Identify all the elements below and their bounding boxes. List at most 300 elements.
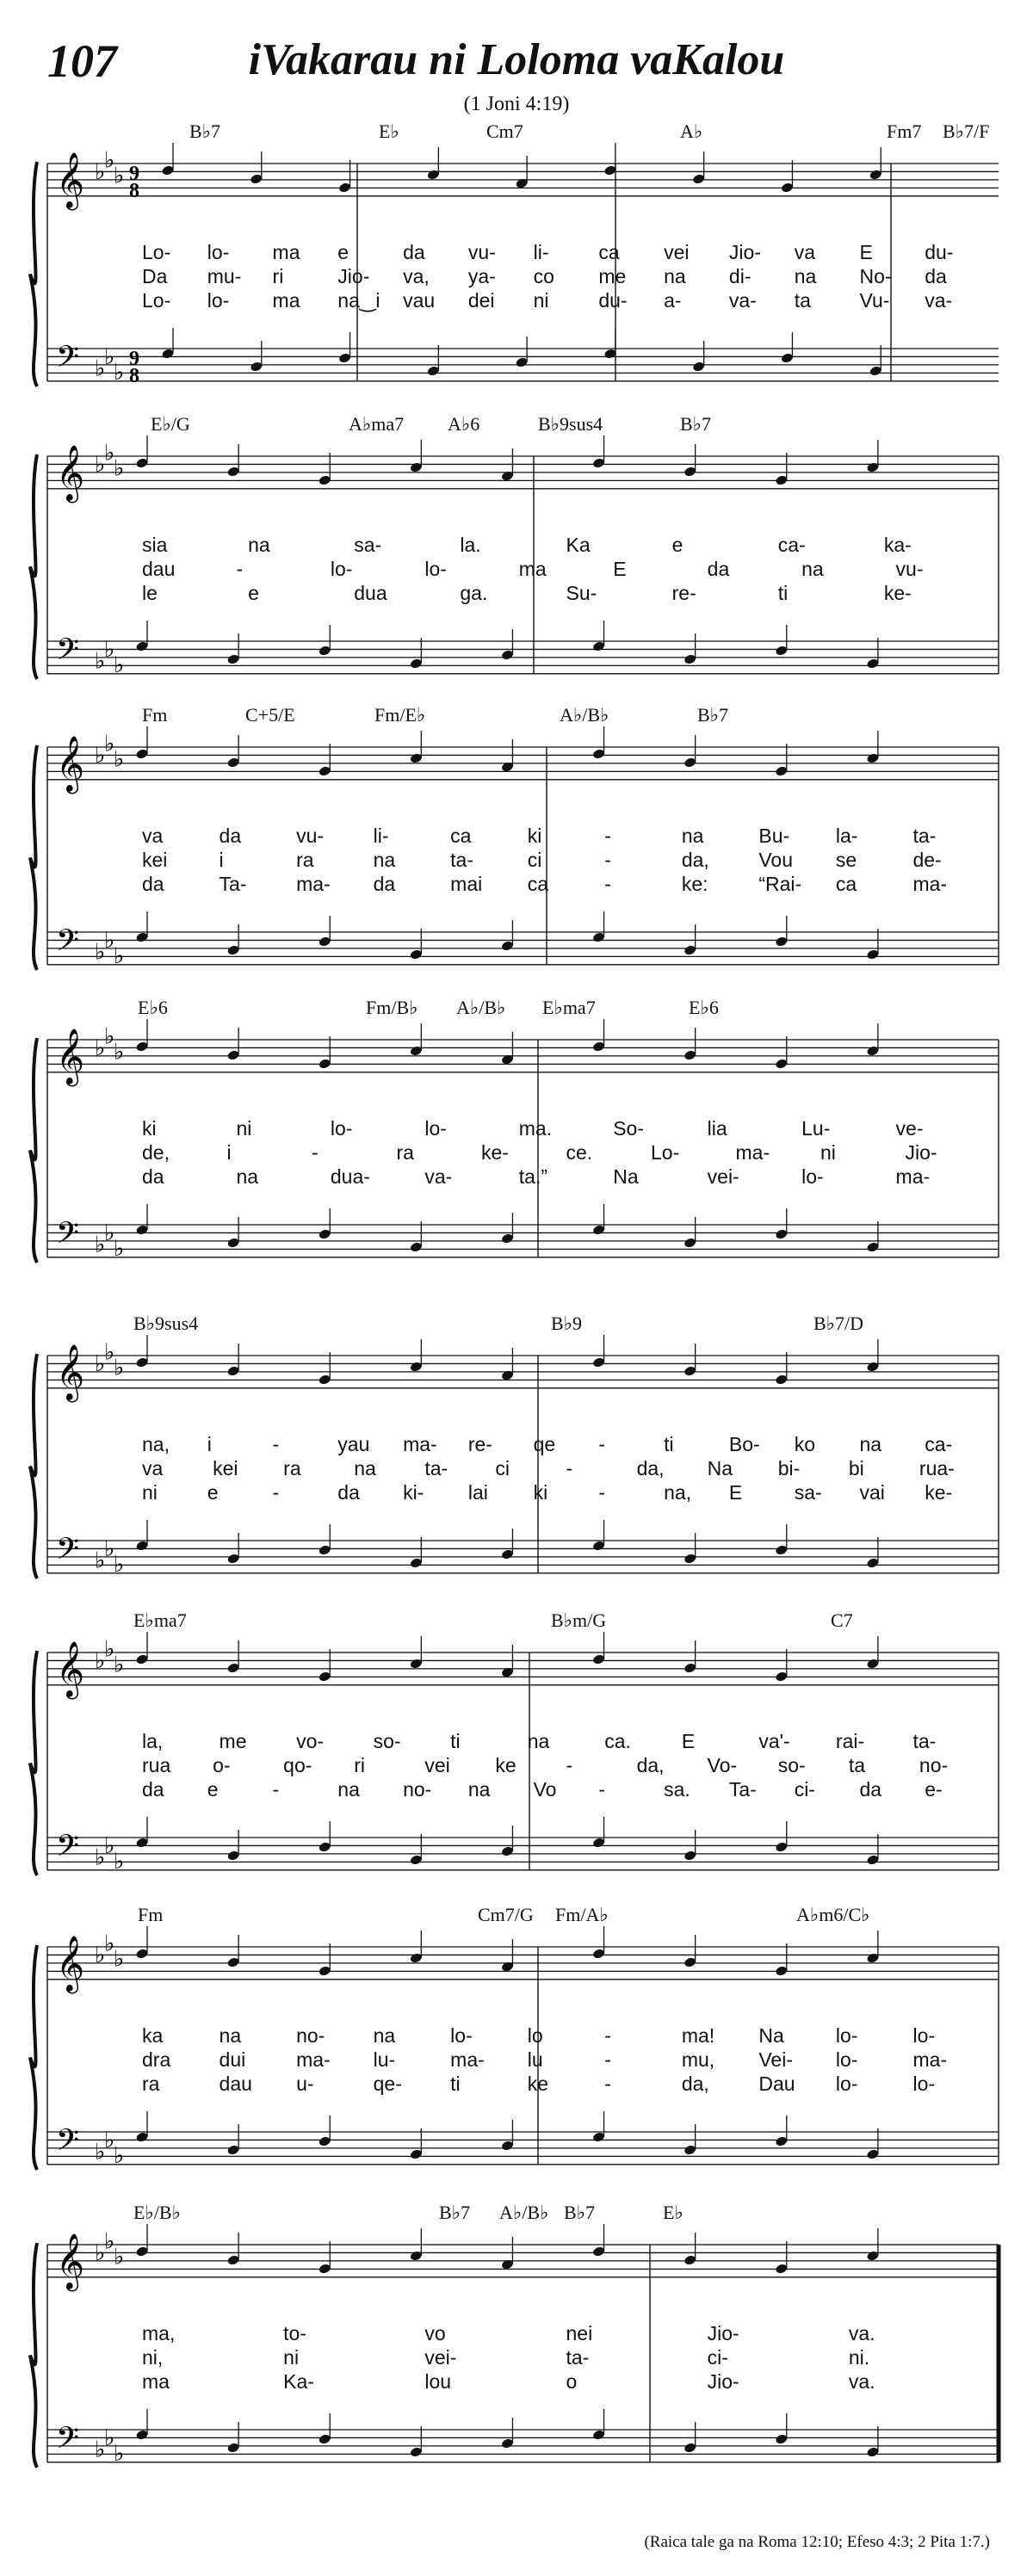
flat-icon: ♭ bbox=[114, 1039, 125, 1066]
flat-icon: ♭ bbox=[95, 1351, 106, 1377]
lyric-syllable-verse-2: dui bbox=[219, 2048, 246, 2071]
lyric-syllable-verse-3: vau bbox=[403, 289, 436, 312]
lyric-syllable-verse-2: - bbox=[566, 1754, 573, 1776]
chord-symbol: B♭9sus4 bbox=[133, 1313, 199, 1334]
flat-icon: ♭ bbox=[95, 743, 106, 769]
lyric-syllable-verse-3: ni bbox=[142, 1481, 158, 1504]
lyric-syllable-verse-3: da bbox=[373, 873, 396, 895]
treble-clef-icon: 𝄞 bbox=[56, 1029, 85, 1084]
lyric-syllable-verse-1: to- bbox=[283, 2322, 306, 2344]
lyric-syllable-verse-1: vu- bbox=[296, 825, 325, 847]
lyric-syllable-verse-3: re- bbox=[671, 582, 696, 604]
lyric-syllable-verse-2: qo- bbox=[283, 1754, 312, 1776]
flat-icon: ♭ bbox=[95, 159, 106, 185]
lyric-syllable-verse-1: ka- bbox=[883, 534, 912, 556]
flat-icon: ♭ bbox=[95, 1547, 106, 1574]
flat-icon: ♭ bbox=[114, 1946, 125, 1973]
lyric-syllable-verse-1: da bbox=[403, 241, 425, 263]
lyric-syllable-verse-1: sa- bbox=[354, 534, 382, 556]
lyric-syllable-verse-1: lo- bbox=[912, 2024, 936, 2047]
lyric-syllable-verse-3: a- bbox=[664, 289, 682, 312]
bass-clef-icon: 𝄢 bbox=[56, 339, 80, 381]
lyric-syllable-verse-2: lu bbox=[527, 2048, 543, 2071]
lyric-syllable-verse-1: na bbox=[527, 1730, 550, 1752]
chord-symbol: C7 bbox=[831, 1609, 853, 1631]
treble-clef-icon: 𝄞 bbox=[56, 1641, 85, 1697]
lyric-syllable-verse-2: ke bbox=[495, 1754, 516, 1776]
lyric-syllable-verse-2: ni, bbox=[142, 2346, 164, 2369]
lyric-syllable-verse-1: ni bbox=[236, 1117, 252, 1140]
chord-symbol: B♭9sus4 bbox=[538, 413, 603, 435]
lyric-syllable-verse-1: - bbox=[604, 825, 611, 847]
system-brace bbox=[30, 1354, 37, 1578]
lyric-syllable-verse-3: ma- bbox=[296, 873, 331, 895]
lyric-syllable-verse-1: ma, bbox=[142, 2322, 176, 2344]
lyric-syllable-verse-1: E bbox=[859, 241, 873, 263]
lyric-syllable-verse-1: la, bbox=[142, 1730, 164, 1752]
lyric-syllable-verse-3: ca bbox=[835, 873, 857, 895]
flat-icon: ♭ bbox=[114, 1236, 125, 1262]
lyric-syllable-verse-3: ma- bbox=[912, 873, 948, 895]
lyric-syllable-verse-2: ta- bbox=[566, 2346, 590, 2369]
bass-clef-icon: 𝄢 bbox=[56, 1531, 80, 1573]
lyric-syllable-verse-2: Lo- bbox=[651, 1141, 680, 1164]
lyric-syllable-verse-2: ci bbox=[495, 1457, 510, 1480]
flat-icon: ♭ bbox=[95, 1232, 106, 1258]
chord-symbol: A♭/B♭ bbox=[456, 997, 506, 1018]
lyric-syllable-verse-1: So- bbox=[613, 1117, 645, 1140]
lyric-syllable-verse-2: da bbox=[925, 265, 947, 287]
flat-icon: ♭ bbox=[114, 1849, 125, 1875]
lyric-syllable-verse-3: e bbox=[207, 1778, 219, 1801]
lyric-syllable-verse-1: na bbox=[373, 2024, 396, 2047]
flat-icon: ♭ bbox=[104, 2425, 115, 2451]
lyric-syllable-verse-1: ca bbox=[598, 241, 620, 263]
lyric-syllable-verse-2: da, bbox=[681, 849, 709, 871]
system-7 bbox=[47, 1904, 999, 2188]
chord-symbol: Fm bbox=[138, 1904, 164, 1925]
lyric-syllable-verse-2: vei bbox=[424, 1754, 450, 1776]
lyric-syllable-verse-1: ki bbox=[142, 1117, 157, 1140]
lyric-syllable-verse-3: Ta- bbox=[219, 873, 247, 895]
lyric-syllable-verse-2: ta- bbox=[424, 1457, 448, 1480]
chord-symbol: A♭ bbox=[680, 120, 703, 142]
lyric-syllable-verse-3: mai bbox=[450, 873, 483, 895]
lyric-syllable-verse-2: Vo- bbox=[707, 1754, 738, 1776]
lyric-syllable-verse-3: E bbox=[728, 1481, 743, 1504]
lyric-syllable-verse-2: ke- bbox=[481, 1141, 509, 1164]
lyric-syllable-verse-3: Su- bbox=[566, 582, 597, 604]
flat-icon: ♭ bbox=[114, 1355, 125, 1381]
lyric-syllable-verse-2: lo- bbox=[835, 2048, 858, 2071]
lyric-syllable-verse-2: ya- bbox=[467, 265, 496, 287]
lyric-syllable-verse-3: dua bbox=[354, 582, 387, 604]
lyric-syllable-verse-1: lia bbox=[707, 1117, 727, 1140]
lyric-syllable-verse-1: ma! bbox=[681, 2024, 715, 2047]
lyric-syllable-verse-2: o- bbox=[213, 1754, 231, 1776]
lyric-syllable-verse-1: lo bbox=[527, 2024, 543, 2047]
lyric-syllable-verse-1: vo- bbox=[296, 1730, 325, 1752]
lyric-syllable-verse-2: rua bbox=[142, 1754, 171, 1776]
lyric-syllable-verse-2: co bbox=[533, 265, 554, 287]
bass-clef-icon: 𝄢 bbox=[56, 1828, 80, 1870]
scripture-reference: (1 Joni 4:19) bbox=[463, 93, 570, 115]
lyric-syllable-verse-3: - bbox=[598, 1481, 606, 1504]
lyric-syllable-verse-1: yau bbox=[337, 1433, 370, 1455]
lyric-syllable-verse-1: ma bbox=[272, 241, 300, 263]
lyric-syllable-verse-3: - bbox=[604, 2073, 611, 2095]
chord-symbol: A♭/B♭ bbox=[499, 2202, 549, 2223]
lyric-syllable-verse-2: ma bbox=[518, 558, 547, 580]
lyric-syllable-verse-3: “Rai- bbox=[758, 873, 802, 895]
lyric-syllable-verse-1: Jio- bbox=[707, 2322, 739, 2344]
lyric-syllable-verse-3: Jio- bbox=[707, 2370, 739, 2393]
lyric-syllable-verse-1: ca- bbox=[777, 534, 806, 556]
lyric-syllable-verse-3: da bbox=[142, 1778, 164, 1801]
chord-symbol: Cm7/G bbox=[478, 1904, 534, 1925]
lyric-syllable-verse-1: ko bbox=[794, 1433, 815, 1455]
flat-icon: ♭ bbox=[104, 2228, 115, 2255]
chord-symbol: E♭ma7 bbox=[133, 1609, 187, 1631]
lyric-syllable-verse-3: ra bbox=[142, 2073, 160, 2095]
bass-clef-icon: 𝄢 bbox=[56, 923, 80, 965]
chord-symbol: A♭ma7 bbox=[349, 413, 405, 435]
lyric-syllable-verse-3: lo- bbox=[912, 2073, 936, 2095]
lyric-syllable-verse-2: Vou bbox=[758, 849, 794, 871]
treble-clef-icon: 𝄞 bbox=[56, 736, 85, 792]
lyric-syllable-verse-3: dau bbox=[219, 2073, 252, 2095]
lyric-syllable-verse-1: na bbox=[219, 2024, 242, 2047]
lyric-syllable-verse-1: nei bbox=[566, 2322, 593, 2344]
system-brace bbox=[30, 454, 37, 679]
system-5 bbox=[47, 1313, 999, 1597]
treble-clef-icon: 𝄞 bbox=[56, 445, 85, 501]
flat-icon: ♭ bbox=[95, 1844, 106, 1871]
flat-icon: ♭ bbox=[104, 731, 115, 757]
lyric-syllable-verse-2: so- bbox=[777, 1754, 806, 1776]
chord-symbol: E♭6 bbox=[138, 997, 168, 1018]
chord-symbol: B♭7 bbox=[697, 704, 729, 726]
chord-symbol: E♭/G bbox=[151, 413, 190, 435]
lyric-syllable-verse-1: la. bbox=[460, 534, 481, 556]
lyric-syllable-verse-2: ri bbox=[354, 1754, 366, 1776]
flat-icon: ♭ bbox=[95, 1648, 106, 1674]
lyric-syllable-verse-3: ta bbox=[794, 289, 811, 312]
lyric-syllable-verse-3: lo- bbox=[207, 289, 230, 312]
chord-symbol: B♭m/G bbox=[551, 1609, 607, 1631]
lyric-syllable-verse-2: na bbox=[373, 849, 396, 871]
lyric-syllable-verse-3: da bbox=[142, 1165, 164, 1188]
treble-clef-icon: 𝄞 bbox=[56, 2233, 85, 2289]
chord-symbol: A♭/B♭ bbox=[560, 704, 609, 726]
lyric-syllable-verse-2: ta- bbox=[450, 849, 474, 871]
lyric-syllable-verse-2: bi bbox=[848, 1457, 864, 1480]
lyric-syllable-verse-1: lo- bbox=[330, 1117, 353, 1140]
lyric-syllable-verse-3: va- bbox=[728, 289, 757, 312]
lyric-syllable-verse-3: da bbox=[142, 873, 164, 895]
flat-icon: ♭ bbox=[104, 1833, 115, 1859]
flat-icon: ♭ bbox=[104, 1339, 115, 1366]
lyric-syllable-verse-1: so- bbox=[373, 1730, 401, 1752]
lyric-syllable-verse-3: na bbox=[337, 1778, 360, 1801]
lyric-syllable-verse-3: qe- bbox=[373, 2073, 402, 2095]
lyric-syllable-verse-3: lo- bbox=[801, 1165, 824, 1188]
lyric-syllable-verse-1: ti bbox=[664, 1433, 674, 1455]
lyric-syllable-verse-3: ma- bbox=[895, 1165, 931, 1188]
lyric-syllable-verse-2: ce. bbox=[566, 1141, 593, 1164]
lyric-syllable-verse-3: Ka- bbox=[283, 2370, 314, 2393]
lyric-syllable-verse-1: Lo- bbox=[142, 241, 171, 263]
lyric-syllable-verse-3: sa- bbox=[794, 1481, 822, 1504]
lyric-syllable-verse-2: se bbox=[835, 849, 857, 871]
lyric-syllable-verse-2: da bbox=[707, 558, 730, 580]
system-2 bbox=[47, 413, 999, 697]
lyric-syllable-verse-1: ca- bbox=[925, 1433, 953, 1455]
lyric-syllable-verse-3: ki- bbox=[403, 1481, 424, 1504]
lyric-syllable-verse-1: - bbox=[272, 1433, 280, 1455]
lyric-syllable-verse-2: kei bbox=[213, 1457, 238, 1480]
lyric-syllable-verse-3: Dau bbox=[758, 2073, 795, 2095]
lyric-syllable-verse-3: - bbox=[598, 1778, 606, 1801]
lyric-syllable-verse-2: - bbox=[236, 558, 244, 580]
lyric-syllable-verse-1: va'- bbox=[758, 1730, 790, 1752]
bass-clef-icon: 𝄢 bbox=[56, 2420, 80, 2462]
lyric-syllable-verse-1: ma. bbox=[518, 1117, 553, 1140]
lyric-syllable-verse-3: ke- bbox=[925, 1481, 953, 1504]
time-signature-bottom: 8 bbox=[129, 180, 139, 202]
lyric-syllable-verse-3: da, bbox=[681, 2073, 709, 2095]
lyric-syllable-verse-1: me bbox=[219, 1730, 247, 1752]
chord-symbol: Fm7 bbox=[887, 120, 922, 142]
lyric-syllable-verse-3: Vo bbox=[533, 1778, 557, 1801]
flat-icon: ♭ bbox=[114, 163, 125, 189]
lyric-syllable-verse-2: ra bbox=[396, 1141, 414, 1164]
lyric-syllable-verse-3: ma bbox=[142, 2370, 170, 2393]
lyric-syllable-verse-1: - bbox=[598, 1433, 606, 1455]
lyric-syllable-verse-3: ni bbox=[533, 289, 549, 312]
lyric-syllable-verse-3: na‿i bbox=[337, 289, 380, 312]
lyric-syllable-verse-3: na bbox=[236, 1165, 259, 1188]
hymn-number: 107 bbox=[47, 35, 117, 87]
lyric-syllable-verse-2: dau bbox=[142, 558, 176, 580]
system-1 bbox=[47, 120, 999, 405]
flat-icon: ♭ bbox=[95, 1943, 106, 1968]
lyric-syllable-verse-2: ni bbox=[820, 1141, 836, 1164]
lyric-syllable-verse-1: lo- bbox=[450, 2024, 473, 2047]
lyric-syllable-verse-2: Jio- bbox=[905, 1141, 937, 1164]
system-4 bbox=[47, 997, 999, 1281]
lyric-syllable-verse-3: va. bbox=[848, 2370, 875, 2393]
lyric-syllable-verse-1: ca. bbox=[604, 1730, 631, 1752]
lyric-syllable-verse-2: de, bbox=[142, 1141, 170, 1164]
flat-icon: ♭ bbox=[95, 452, 106, 478]
lyric-syllable-verse-2: na bbox=[354, 1457, 376, 1480]
lyric-syllable-verse-3: - bbox=[272, 1481, 280, 1504]
flat-icon: ♭ bbox=[104, 1636, 115, 1663]
lyric-syllable-verse-3: u- bbox=[296, 2073, 314, 2095]
lyric-syllable-verse-1: da bbox=[219, 825, 242, 847]
lyric-syllable-verse-1: Ka bbox=[566, 534, 591, 556]
lyric-syllable-verse-3: na bbox=[467, 1778, 491, 1801]
flat-icon: ♭ bbox=[104, 1023, 115, 1050]
chord-symbol: B♭7 bbox=[439, 2202, 471, 2223]
flat-icon: ♭ bbox=[95, 355, 106, 382]
lyric-syllable-verse-2: ni. bbox=[848, 2346, 870, 2369]
lyric-syllable-verse-1: e bbox=[671, 534, 684, 556]
treble-clef-icon: 𝄞 bbox=[56, 152, 85, 208]
lyric-syllable-verse-1: vei bbox=[664, 241, 690, 263]
lyric-syllable-verse-1: va bbox=[794, 241, 815, 263]
system-brace bbox=[30, 745, 37, 970]
system-brace bbox=[30, 162, 37, 386]
lyric-syllable-verse-3: Ta- bbox=[728, 1778, 757, 1801]
chord-symbol: B♭9 bbox=[551, 1313, 583, 1334]
lyric-syllable-verse-2: ma- bbox=[735, 1141, 770, 1164]
flat-icon: ♭ bbox=[114, 2244, 125, 2270]
lyric-syllable-verse-2: - bbox=[604, 849, 611, 871]
hymn-title: iVakarau ni Loloma vaKalou bbox=[248, 35, 785, 84]
lyric-syllable-verse-1: ca bbox=[450, 825, 472, 847]
chord-symbol: C+5/E bbox=[245, 704, 295, 726]
lyric-syllable-verse-3: ki bbox=[533, 1481, 548, 1504]
lyric-syllable-verse-3: ti bbox=[777, 582, 789, 604]
chord-symbol: B♭7 bbox=[189, 120, 221, 142]
flat-icon: ♭ bbox=[95, 939, 106, 966]
lyric-syllable-verse-2: Da bbox=[142, 265, 168, 287]
lyric-syllable-verse-2: rua- bbox=[919, 1457, 955, 1480]
staff-system-graphics bbox=[47, 1005, 999, 1281]
flat-icon: ♭ bbox=[104, 1536, 115, 1562]
chord-symbol: B♭7 bbox=[564, 2202, 596, 2223]
lyric-syllable-verse-3: - bbox=[272, 1778, 280, 1801]
lyric-syllable-verse-2: lo- bbox=[424, 558, 447, 580]
lyric-syllable-verse-2: ni bbox=[283, 2346, 300, 2369]
lyric-syllable-verse-2: na bbox=[794, 265, 817, 287]
time-signature-top: 9 bbox=[129, 163, 139, 185]
lyric-syllable-verse-3: va- bbox=[925, 289, 953, 312]
chord-symbol: B♭7 bbox=[680, 413, 712, 435]
lyric-syllable-verse-1: - bbox=[604, 2024, 611, 2047]
lyric-syllable-verse-2: - bbox=[566, 1457, 573, 1480]
flat-icon: ♭ bbox=[114, 455, 125, 482]
system-6 bbox=[47, 1609, 999, 1893]
lyric-syllable-verse-2: - bbox=[312, 1141, 319, 1164]
lyric-syllable-verse-3: vai bbox=[859, 1481, 885, 1504]
lyric-syllable-verse-3: ke bbox=[527, 2073, 549, 2095]
bass-clef-icon: 𝄢 bbox=[56, 632, 80, 674]
flat-icon: ♭ bbox=[104, 147, 115, 174]
lyric-syllable-verse-3: da bbox=[337, 1481, 360, 1504]
flat-icon: ♭ bbox=[95, 2240, 106, 2266]
flat-icon: ♭ bbox=[114, 2441, 125, 2467]
lyric-syllable-verse-3: sa. bbox=[664, 1778, 690, 1801]
flat-icon: ♭ bbox=[114, 943, 125, 969]
chord-symbol: E♭ bbox=[663, 2202, 684, 2223]
lyric-syllable-verse-3: ma bbox=[272, 289, 300, 312]
lyric-syllable-verse-3: lou bbox=[424, 2370, 452, 2393]
lyric-syllable-verse-2: ra bbox=[283, 1457, 301, 1480]
flat-icon: ♭ bbox=[114, 2143, 125, 2169]
lyric-syllable-verse-1: Na bbox=[758, 2024, 784, 2047]
system-brace bbox=[30, 2243, 37, 2468]
chord-symbol: A♭6 bbox=[448, 413, 480, 435]
chord-symbol: A♭m6/C♭ bbox=[796, 1904, 870, 1925]
lyric-syllable-verse-2: ri bbox=[272, 265, 284, 287]
system-brace bbox=[30, 1038, 37, 1263]
lyric-syllable-verse-1: i bbox=[207, 1433, 212, 1455]
flat-icon: ♭ bbox=[114, 652, 125, 678]
chord-symbol: B♭7/D bbox=[813, 1313, 864, 1334]
lyric-syllable-verse-3: le bbox=[142, 582, 158, 604]
lyric-syllable-verse-1: na, bbox=[142, 1433, 170, 1455]
flat-icon: ♭ bbox=[95, 1035, 106, 1061]
lyric-syllable-verse-3: lo- bbox=[835, 2073, 858, 2095]
lyric-syllable-verse-2: da, bbox=[636, 1754, 665, 1776]
lyric-syllable-verse-3: Na bbox=[613, 1165, 639, 1188]
flat-icon: ♭ bbox=[114, 1652, 125, 1678]
lyric-syllable-verse-1: ti bbox=[450, 1730, 461, 1752]
time-signature-bottom: 8 bbox=[129, 365, 139, 387]
hymn-header bbox=[0, 0, 1033, 129]
flat-icon: ♭ bbox=[114, 746, 125, 773]
lyric-syllable-verse-2: de- bbox=[912, 849, 942, 871]
lyric-syllable-verse-1: li- bbox=[533, 241, 549, 263]
flat-icon: ♭ bbox=[104, 1220, 115, 1246]
treble-clef-icon: 𝄞 bbox=[56, 1936, 85, 1992]
lyric-syllable-verse-3: ci- bbox=[794, 1778, 815, 1801]
lyric-syllable-verse-2: - bbox=[604, 2048, 611, 2071]
lyric-syllable-verse-1: re- bbox=[467, 1433, 492, 1455]
lyric-syllable-verse-1: lo- bbox=[424, 1117, 447, 1140]
lyric-syllable-verse-1: va bbox=[142, 825, 164, 847]
lyric-syllable-verse-2: lo- bbox=[330, 558, 353, 580]
lyric-syllable-verse-1: ve- bbox=[895, 1117, 924, 1140]
lyric-syllable-verse-3: ca bbox=[527, 873, 549, 895]
lyric-syllable-verse-2: ma- bbox=[912, 2048, 948, 2071]
lyric-syllable-verse-2: di- bbox=[728, 265, 752, 287]
lyric-syllable-verse-2: i bbox=[219, 849, 224, 871]
chord-symbol: Fm/B♭ bbox=[366, 997, 418, 1018]
system-brace bbox=[30, 1945, 37, 2170]
lyric-syllable-verse-1: ki bbox=[527, 825, 542, 847]
lyric-syllable-verse-2: ci bbox=[527, 849, 542, 871]
flat-icon: ♭ bbox=[95, 648, 106, 675]
lyric-syllable-verse-2: lu- bbox=[373, 2048, 396, 2071]
bass-clef-icon: 𝄢 bbox=[56, 2122, 80, 2165]
chord-symbol: E♭6 bbox=[689, 997, 719, 1018]
system-8 bbox=[47, 2202, 999, 2486]
lyric-syllable-verse-1: Bu- bbox=[758, 825, 790, 847]
lyric-syllable-verse-1: E bbox=[681, 1730, 696, 1752]
system-3 bbox=[47, 704, 999, 988]
chord-symbol: Fm bbox=[142, 704, 168, 726]
flat-icon: ♭ bbox=[104, 928, 115, 954]
lyric-syllable-verse-2: va bbox=[142, 1457, 164, 1480]
lyric-syllable-verse-1: la- bbox=[835, 825, 858, 847]
lyric-syllable-verse-2: ci- bbox=[707, 2346, 728, 2369]
lyric-syllable-verse-2: ma- bbox=[296, 2048, 331, 2071]
chord-symbol: Fm/E♭ bbox=[374, 704, 426, 726]
flat-icon: ♭ bbox=[114, 1552, 125, 1578]
lyric-syllable-verse-2: bi- bbox=[777, 1457, 801, 1480]
flat-icon: ♭ bbox=[104, 1930, 115, 1957]
lyric-syllable-verse-3: dei bbox=[467, 289, 495, 312]
lyric-syllable-verse-2: Vei- bbox=[758, 2048, 793, 2071]
lyric-syllable-verse-2: ra bbox=[296, 849, 314, 871]
lyric-syllable-verse-1: ta- bbox=[912, 1730, 937, 1752]
lyric-syllable-verse-2: no- bbox=[919, 1754, 949, 1776]
lyric-syllable-verse-1: lo- bbox=[207, 241, 230, 263]
